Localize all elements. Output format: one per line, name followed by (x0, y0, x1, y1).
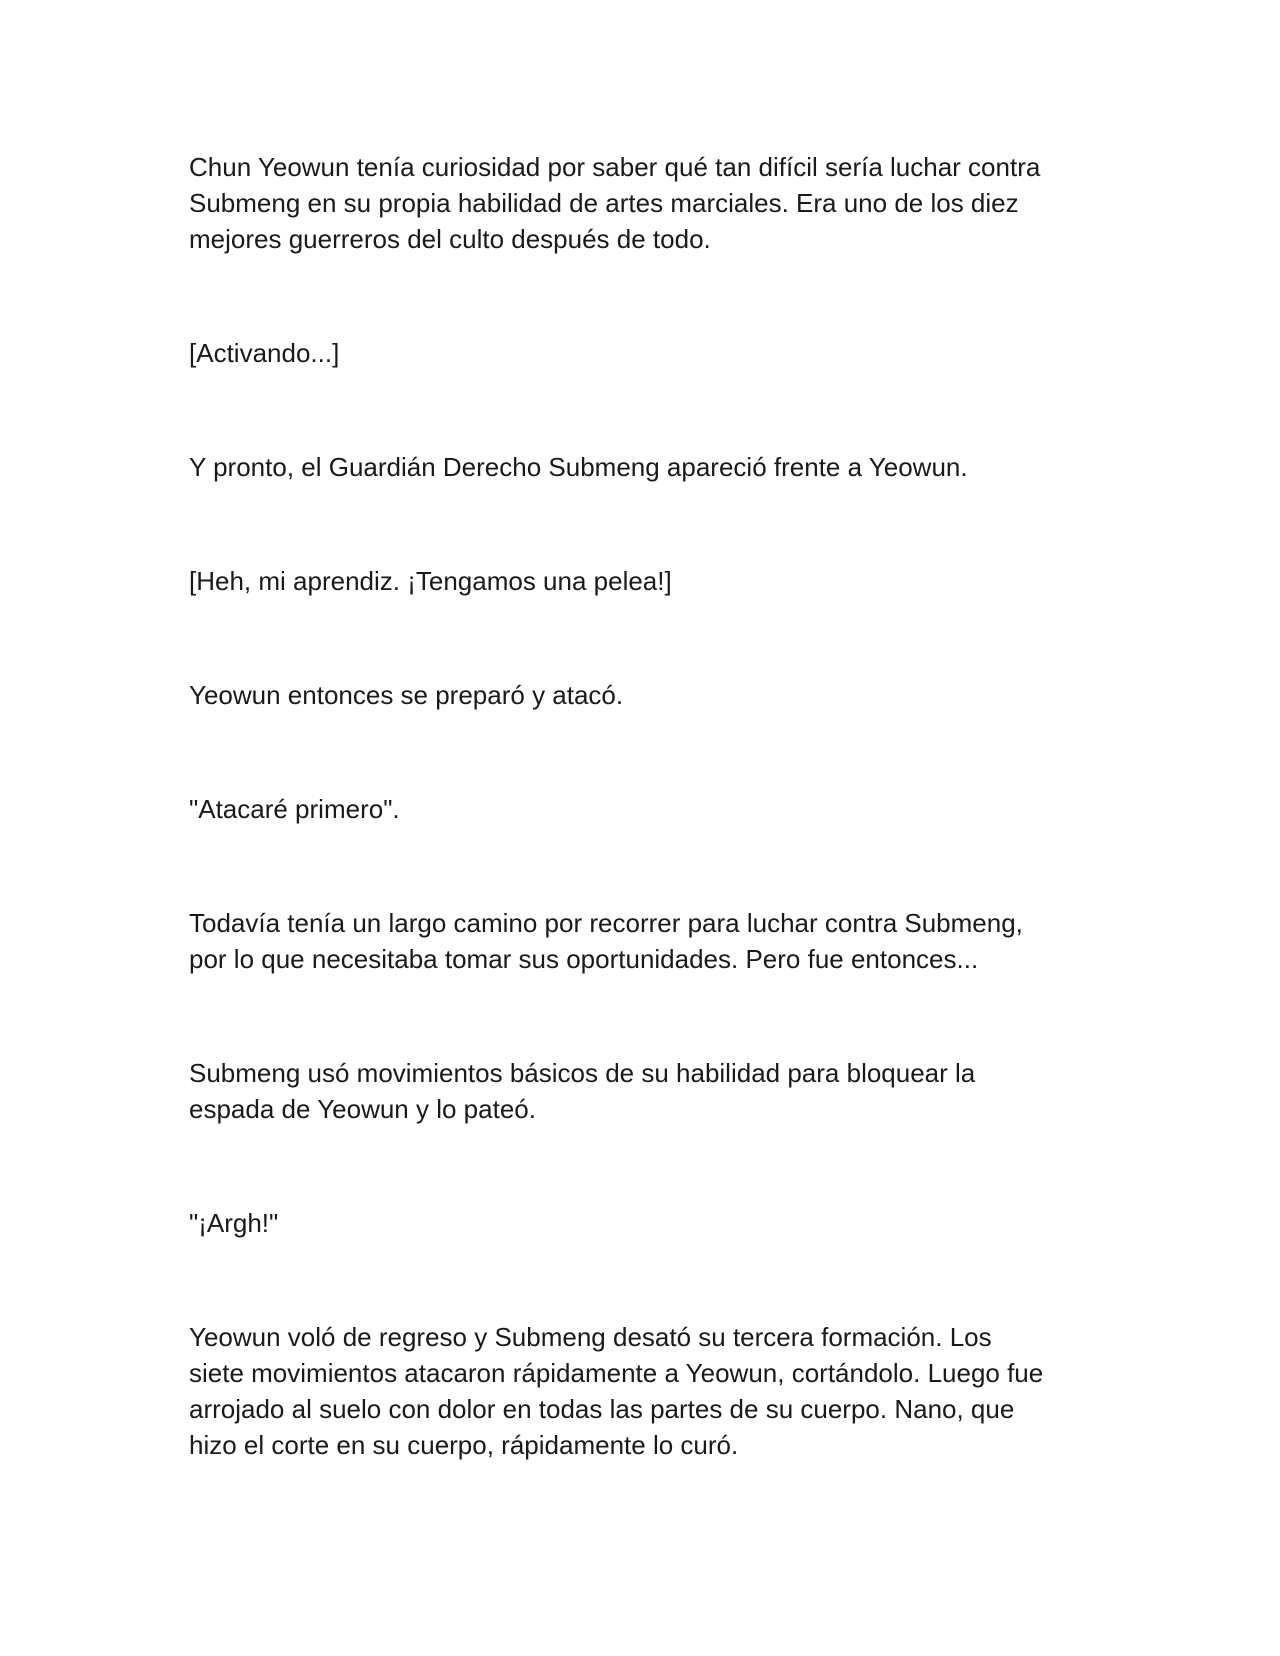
paragraph-long-way: Todavía tenía un largo camino por recorrer para luchar contra Submeng, por lo que necesitaba tomar sus oportunidades. Pero fue entonces... (189, 908, 1023, 974)
paragraph-submeng-blocks: Submeng usó movimientos básicos de su habilidad para bloquear la espada de Yeowun y lo pateó. (189, 1058, 976, 1124)
paragraph-yeowun-prepares: Yeowun entonces se preparó y atacó. (189, 680, 624, 710)
paragraph-third-formation: Yeowun voló de regreso y Submeng desató su tercera formación. Los siete movimientos atacaron rápidamente a Yeowun, cortándolo. Luego fue arrojado al suelo con dolor en todas las partes de su cuerpo. Nano, que hizo el corte en su cuerpo, rápidamente lo curó. (189, 1322, 1044, 1460)
paragraph-argh: "¡Argh!" (189, 1208, 279, 1238)
paragraph-intro: Chun Yeowun tenía curiosidad por saber qué tan difícil sería luchar contra Submeng en su propia habilidad de artes marciales. Era uno de los diez mejores guerreros del culto después de todo. (189, 152, 1041, 254)
document-page (189, 149, 1089, 1463)
paragraph-guardian-appears: Y pronto, el Guardián Derecho Submeng apareció frente a Yeowun. (189, 452, 968, 482)
paragraph-submeng-speech: [Heh, mi aprendiz. ¡Tengamos una pelea!] (189, 566, 672, 596)
paragraph-attack-first: "Atacaré primero". (189, 794, 400, 824)
paragraph-activating: [Activando...] (189, 338, 340, 368)
